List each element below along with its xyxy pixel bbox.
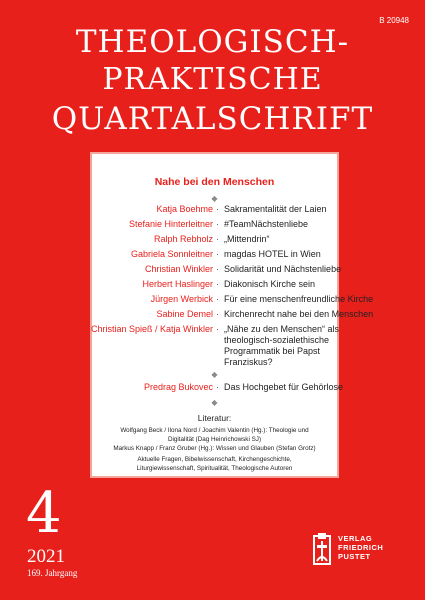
article-author: Ralph Rebholz (153, 234, 213, 244)
article-author: Herbert Haslinger (142, 279, 213, 289)
article-title: „Mittendrin“ (224, 234, 270, 244)
literature-line: Liturgiewissenschaft, Spiritualität, Theologische Autoren (136, 465, 293, 472)
issn-code: B 20948 (379, 16, 409, 25)
separator-diamond: ◆ (211, 370, 218, 379)
publisher-line3: PUSTET (338, 552, 371, 561)
bullet-dot: · (216, 294, 219, 304)
bullet-dot: · (216, 219, 219, 229)
literature-line: Digitalität (Dag Heinrichowski SJ) (167, 436, 262, 443)
publisher-line1: VERLAG (338, 534, 373, 543)
publisher-name (338, 534, 383, 561)
bullet-dot: · (216, 279, 219, 289)
journal-title-line2: PRAKTISCHE (102, 62, 323, 97)
article-title: „Nähe zu den Menschen“ als theologisch-sozialethische Programmatik bei Papst Franziskus? (224, 324, 340, 367)
bullet-dot: · (216, 264, 219, 274)
journal-title-line3: QUARTALSCHRIFT (51, 101, 374, 137)
bullet-dot: · (216, 234, 219, 244)
article-author: Sabine Demel (156, 309, 213, 319)
tower-logo-icon (312, 533, 332, 567)
journal-title-line1: THEOLOGISCH- (75, 24, 350, 60)
article-author: Christian Winkler (144, 264, 213, 274)
bullet-dot: · (216, 324, 219, 334)
article-title: Das Hochgebet für Gehörlose (224, 382, 344, 392)
article-title: #TeamNächstenliebe (224, 219, 309, 229)
article-title: Kirchenrecht nahe bei den Menschen (224, 309, 374, 319)
article-author: Christian Spieß / Katja Winkler (90, 324, 213, 334)
bullet-dot: · (216, 204, 219, 214)
literature-heading: Literatur: (197, 413, 232, 423)
article-author: Katja Boehme (156, 204, 213, 214)
article-title: magdas HOTEL in Wien (224, 249, 321, 259)
contents-panel (90, 152, 374, 478)
separator-diamond: ◆ (211, 194, 218, 203)
article-title: Solidarität und Nächstenliebe (224, 264, 342, 274)
issue-year: 2021 (27, 546, 65, 567)
publisher-line2: FRIEDRICH (338, 543, 384, 552)
article-title: Für eine menschenfreundliche Kirche (224, 294, 374, 304)
literature-line: Wolfgang Beck / Ilona Nord / Joachim Valentin (Hg.): Theologie und (120, 427, 309, 434)
article-author: Jürgen Werbick (150, 294, 213, 304)
article-author: Stefanie Hinterleitner (128, 219, 213, 229)
article-author: Gabriela Sonnleitner (130, 249, 213, 259)
literature-line: Aktuelle Fragen, Bibelwissenschaft, Kirchengeschichte, (137, 456, 292, 463)
bullet-dot: · (216, 309, 219, 319)
literature-line: Markus Knapp / Franz Gruber (Hg.): Wissen und Glauben (Stefan Grotz) (113, 445, 316, 452)
article-title: Sakramentalität der Laien (224, 204, 327, 214)
bullet-dot: · (216, 382, 219, 392)
bullet-dot: · (216, 249, 219, 259)
article-title: Diakonisch Kirche sein (224, 279, 316, 289)
article-author: Predrag Bukovec (143, 382, 213, 392)
issue-theme: Nahe bei den Menschen (154, 176, 275, 188)
separator-diamond: ◆ (211, 398, 218, 407)
volume-label: 169. Jahrgang (27, 568, 78, 578)
issue-number: 4 (26, 481, 62, 546)
